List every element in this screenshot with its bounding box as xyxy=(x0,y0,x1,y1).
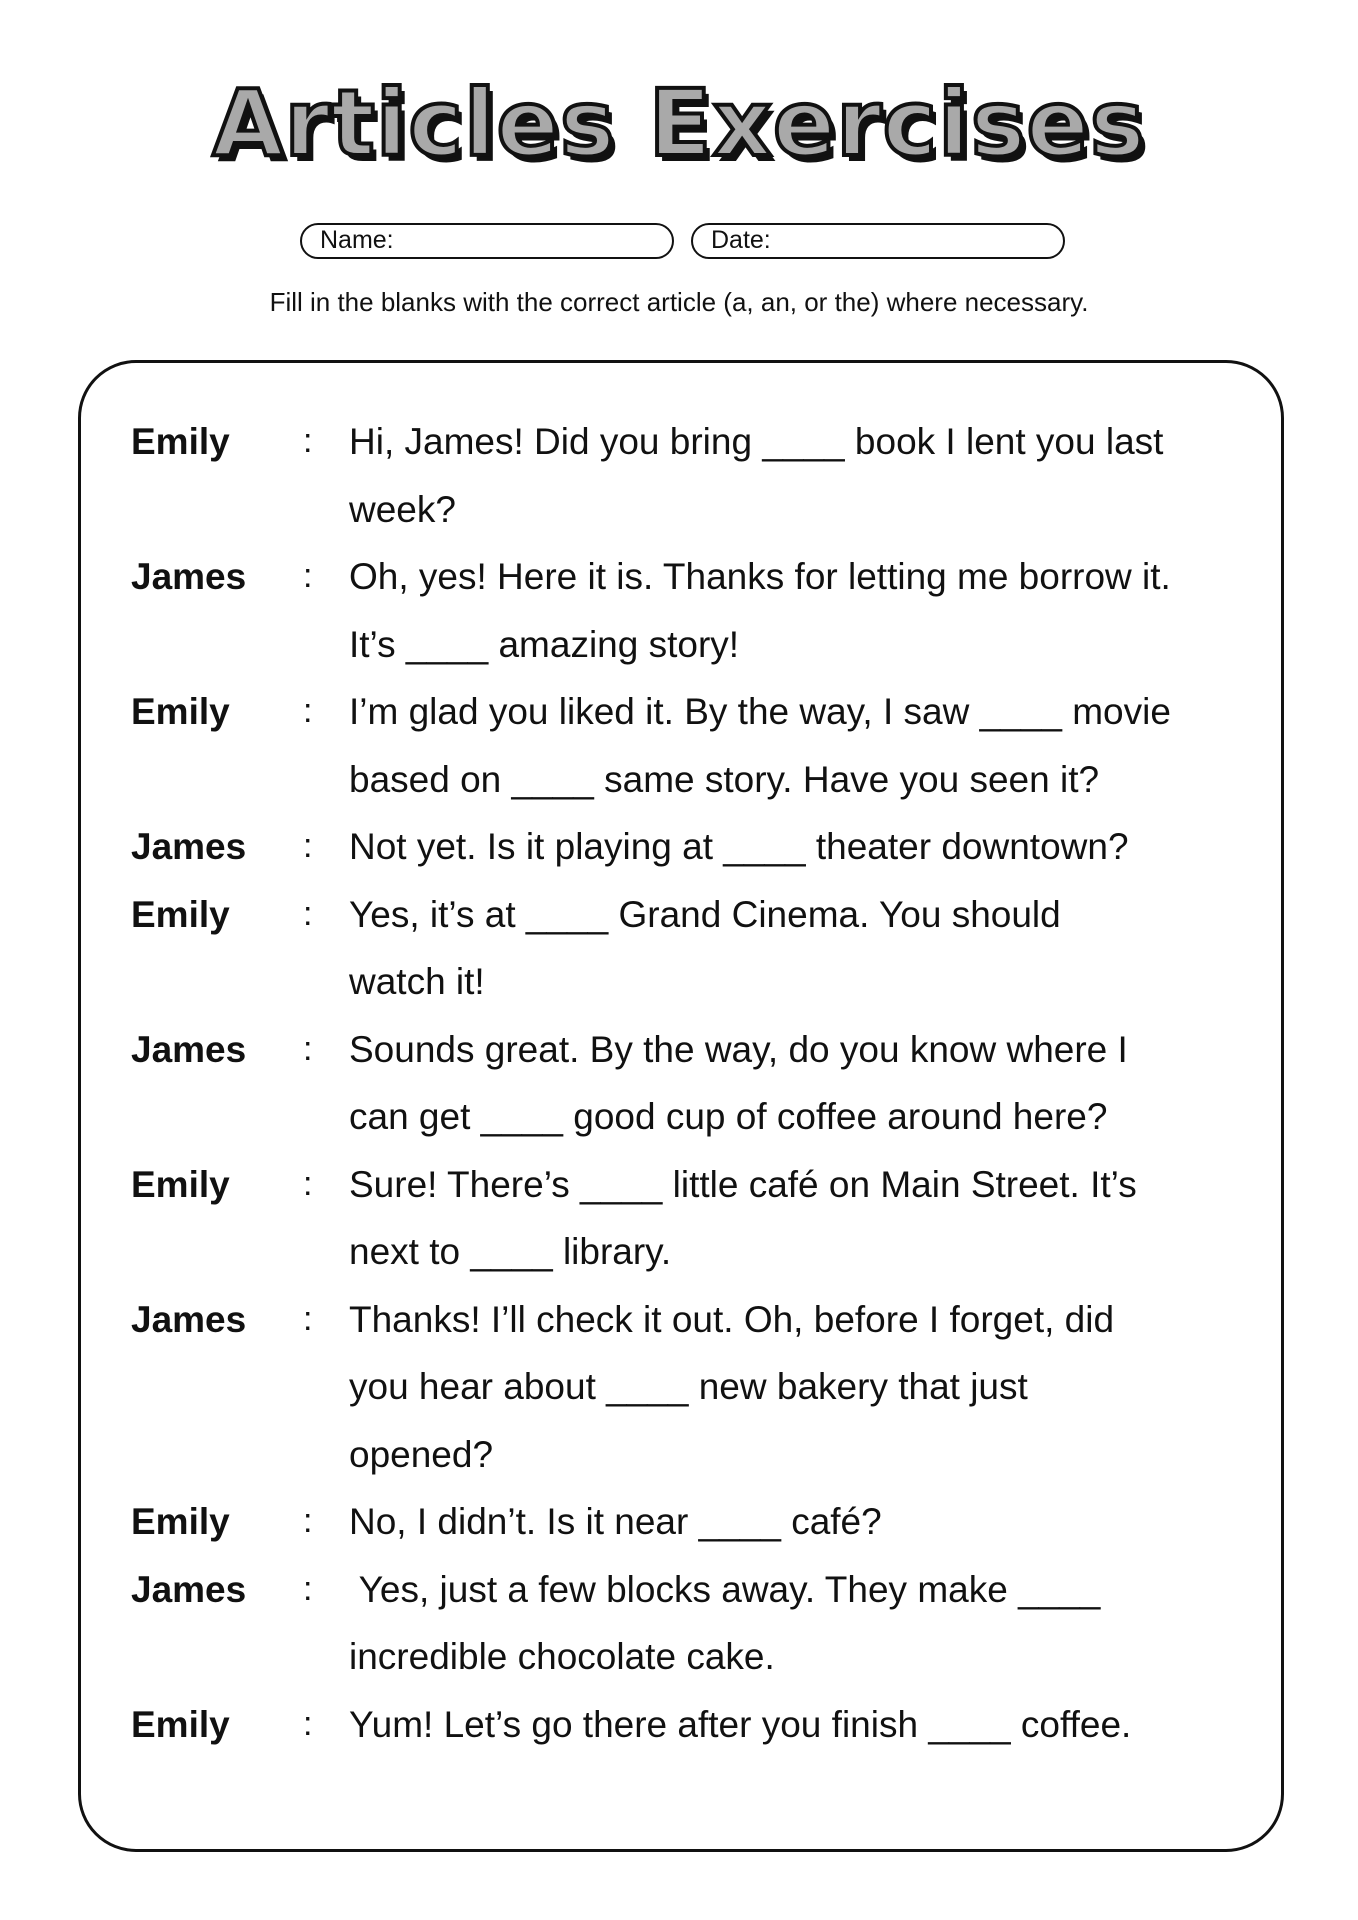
dialogue-line xyxy=(131,543,1241,678)
speaker-separator: : xyxy=(303,894,313,933)
speaker-name: James xyxy=(131,1028,247,1070)
dialogue-text xyxy=(349,813,1241,881)
date-label: Date: xyxy=(711,226,771,254)
speaker-name: Emily xyxy=(131,893,230,935)
dialogue-text xyxy=(349,881,1241,1016)
text-line: Sounds great. By the way, do you know where I xyxy=(349,1028,1128,1070)
text-line: opened? xyxy=(349,1433,494,1475)
dialogue-text xyxy=(349,1286,1241,1489)
text-line: next to ____ library. xyxy=(349,1231,672,1272)
text-line: Yes, just a few blocks away. They make ____ xyxy=(349,1568,1101,1610)
dialogue-text xyxy=(349,678,1241,813)
dialogue-line xyxy=(131,1016,1241,1151)
speaker-name: James xyxy=(131,556,247,597)
speaker-name: James xyxy=(131,1298,247,1340)
text-line: It’s ____ amazing story! xyxy=(349,623,740,665)
dialogue-line xyxy=(131,1286,1241,1489)
speaker-separator: : xyxy=(303,1299,313,1338)
dialogue xyxy=(131,408,1241,1758)
dialogue-text xyxy=(349,1488,1241,1556)
dialogue-line xyxy=(131,1151,1241,1286)
text-line: Thanks! I’ll check it out. Oh, before I forget, did xyxy=(349,1298,1115,1340)
speaker-name: Emily xyxy=(131,691,230,732)
text-line: you hear about ____ new bakery that just xyxy=(349,1366,1028,1407)
dialogue-text xyxy=(349,1016,1241,1151)
dialogue-text xyxy=(349,1691,1241,1759)
text-line: incredible chocolate cake. xyxy=(349,1636,775,1677)
dialogue-line xyxy=(131,1556,1241,1691)
text-line: I’m glad you liked it. By the way, I saw ____ movie xyxy=(349,691,1171,732)
dialogue-line xyxy=(131,678,1241,813)
dialogue-line xyxy=(131,881,1241,1016)
text-line: Not yet. Is it playing at ____ theater downtown? xyxy=(349,826,1129,867)
text-line: Yes, it’s at ____ Grand Cinema. You should xyxy=(349,893,1061,935)
speaker-name: Emily xyxy=(131,1703,230,1745)
worksheet-title: Articles Exercises xyxy=(212,70,1146,177)
name-field[interactable] xyxy=(300,223,674,259)
text-line: Sure! There’s ____ little café on Main Street. It’s xyxy=(349,1163,1137,1205)
speaker-separator: : xyxy=(303,1704,313,1743)
speaker-separator: : xyxy=(303,422,313,460)
speaker-separator: : xyxy=(303,1502,313,1540)
dialogue-text xyxy=(349,1151,1241,1286)
speaker-name: Emily xyxy=(131,421,230,462)
speaker-name: James xyxy=(131,1568,247,1610)
instructions: Fill in the blanks with the correct article (a, an, or the) where necessary. xyxy=(269,287,1089,317)
speaker-name: Emily xyxy=(131,1501,230,1542)
text-line: No, I didn’t. Is it near ____ café? xyxy=(349,1501,882,1542)
text-line: Yum! Let’s go there after you finish ____ coffee. xyxy=(349,1703,1132,1745)
text-line: watch it! xyxy=(349,961,485,1002)
speaker-separator: : xyxy=(303,1029,313,1068)
speaker-separator: : xyxy=(303,1164,313,1203)
text-line: Oh, yes! Here it is. Thanks for letting me borrow it. xyxy=(349,556,1171,597)
dialogue-text xyxy=(349,1556,1241,1691)
dialogue-line xyxy=(131,813,1241,881)
speaker-separator: : xyxy=(303,1569,313,1608)
text-line: can get ____ good cup of coffee around here? xyxy=(349,1096,1108,1137)
speaker-separator: : xyxy=(303,557,313,595)
speaker-name: James xyxy=(131,826,247,867)
speaker-separator: : xyxy=(303,827,313,865)
dialogue-text xyxy=(349,543,1241,678)
speaker-name: Emily xyxy=(131,1163,230,1205)
name-label: Name: xyxy=(320,226,394,254)
dialogue-text xyxy=(349,408,1241,543)
speaker-separator: : xyxy=(303,692,313,730)
dialogue-line xyxy=(131,1691,1241,1759)
date-field[interactable] xyxy=(691,223,1065,259)
text-line: based on ____ same story. Have you seen it? xyxy=(349,758,1100,800)
text-line: Hi, James! Did you bring ____ book I lent you last xyxy=(349,421,1164,462)
text-line: week? xyxy=(349,488,456,530)
dialogue-line xyxy=(131,408,1241,543)
dialogue-line xyxy=(131,1488,1241,1556)
